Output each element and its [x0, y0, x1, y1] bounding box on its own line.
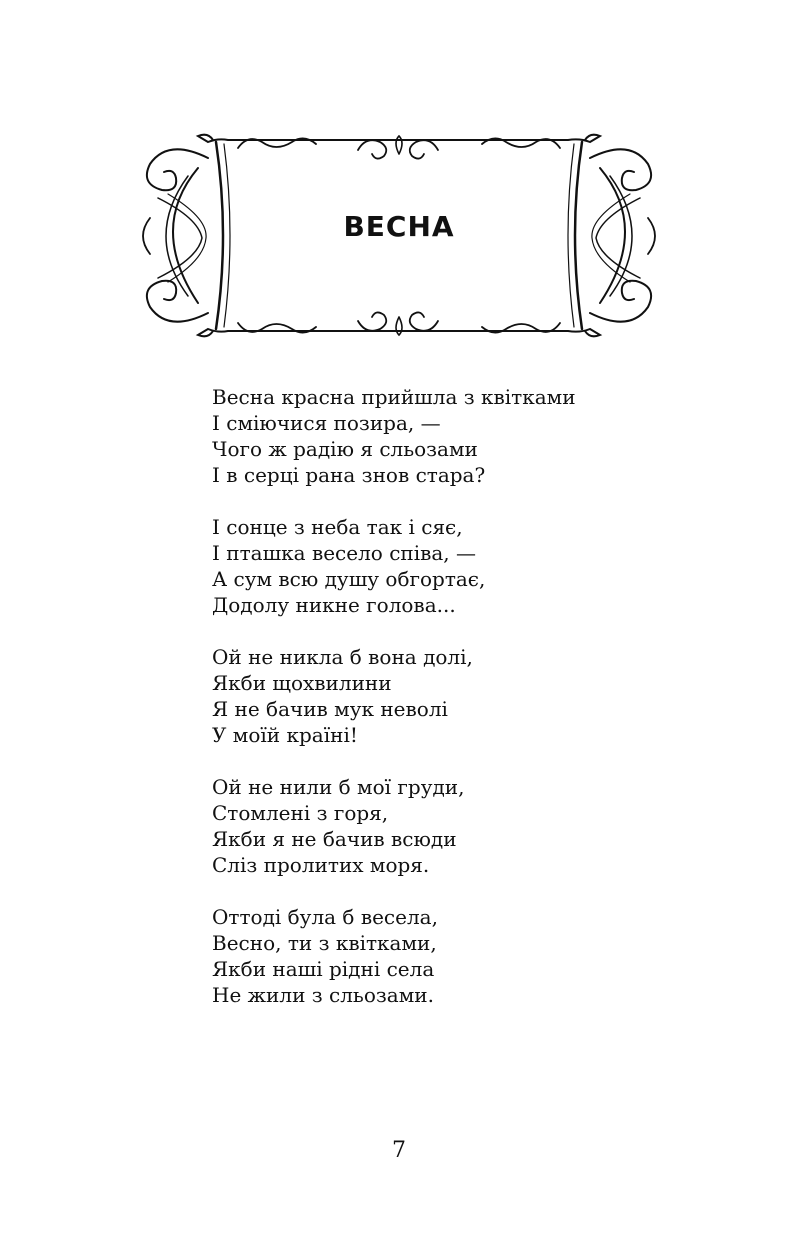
poem-line: Ой не нили б мої груди,	[212, 775, 465, 799]
poem-line: Ой не никла б вона долі,	[212, 645, 473, 669]
poem-line: Сліз пролитих моря.	[212, 853, 430, 877]
poem-body	[212, 384, 692, 1034]
poem-line: У моїй країні!	[212, 723, 358, 747]
poem-line: А сум всю душу обгортає,	[212, 567, 486, 591]
poem-title: ВЕСНА	[343, 210, 455, 243]
stanza	[212, 774, 692, 878]
stanza	[212, 644, 692, 748]
poem-line: Я не бачив мук неволі	[212, 697, 448, 721]
poem-line: Не жили з сльозами.	[212, 983, 434, 1007]
poem-line: Оттоді була б весела,	[212, 905, 438, 929]
stanza	[212, 904, 692, 1008]
poem-line: Чого ж радію я сльозами	[212, 437, 478, 461]
poem-line: І пташка весело співа, —	[212, 541, 477, 565]
poem-line: І в серці рана знов стара?	[212, 463, 486, 487]
poem-line: Весна красна прийшла з квітками	[212, 385, 576, 409]
title-frame	[138, 128, 660, 343]
stanza	[212, 384, 692, 488]
stanza	[212, 514, 692, 618]
poem-line: Додолу никне голова...	[212, 593, 456, 617]
poem-line: Якби наші рідні села	[212, 957, 435, 981]
poem-line: Якби я не бачив всюди	[212, 827, 457, 851]
poem-line: І сонце з неба так і сяє,	[212, 515, 463, 539]
page-number: 7	[392, 1138, 406, 1163]
poem-line: Якби щохвилини	[212, 671, 392, 695]
poem-line: Весно, ти з квітками,	[212, 931, 437, 955]
poem-line: І сміючися позира, —	[212, 411, 441, 435]
poem-line: Стомлені з горя,	[212, 801, 389, 825]
